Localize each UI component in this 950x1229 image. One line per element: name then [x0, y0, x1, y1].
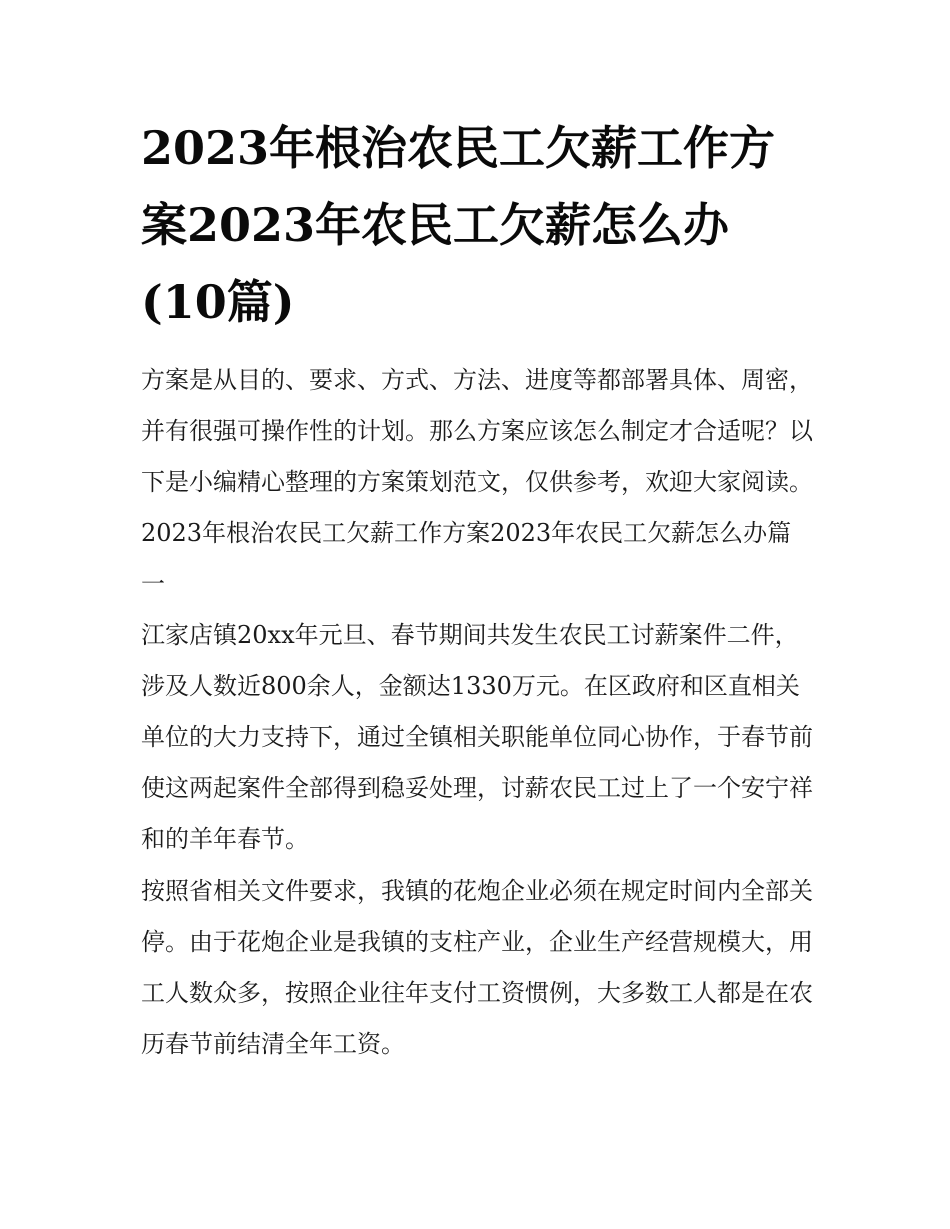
section-heading: 2023年根治农民工欠薪工作方案2023年农民工欠薪怎么办篇一: [141, 519, 792, 598]
document-page: [141, 110, 813, 1070]
title-line-1: 2023年根治农民工欠薪工作方: [141, 121, 776, 175]
title-line-3: (10篇): [141, 275, 295, 329]
document-title: [141, 110, 813, 341]
body-paragraph: 按照省相关文件要求，我镇的花炮企业必须在规定时间内全部关停。由于花炮企业是我镇的支柱产业，企业生产经营规模大，用工人数众多，按照企业往年支付工资惯例，大多数工人都是在农历春节前结清全年工资。: [141, 877, 813, 1058]
intro-paragraph: 方案是从目的、要求、方式、方法、进度等都部署具体、周密，并有很强可操作性的计划。那么方案应该怎么制定才合适呢？以下是小编精心整理的方案策划范文，仅供参考，欢迎大家阅读。: [141, 366, 813, 496]
body-paragraph: 江家店镇20xx年元旦、春节期间共发生农民工讨薪案件二件，涉及人数近800余人，金额达1330万元。在区政府和区直相关单位的大力支持下，通过全镇相关职能单位同心协作，于春节前使这两起案件全部得到稳妥处理，讨薪农民工过上了一个安宁祥和的羊年春节。: [141, 621, 813, 853]
title-line-2: 案2023年农民工欠薪怎么办: [141, 198, 730, 252]
